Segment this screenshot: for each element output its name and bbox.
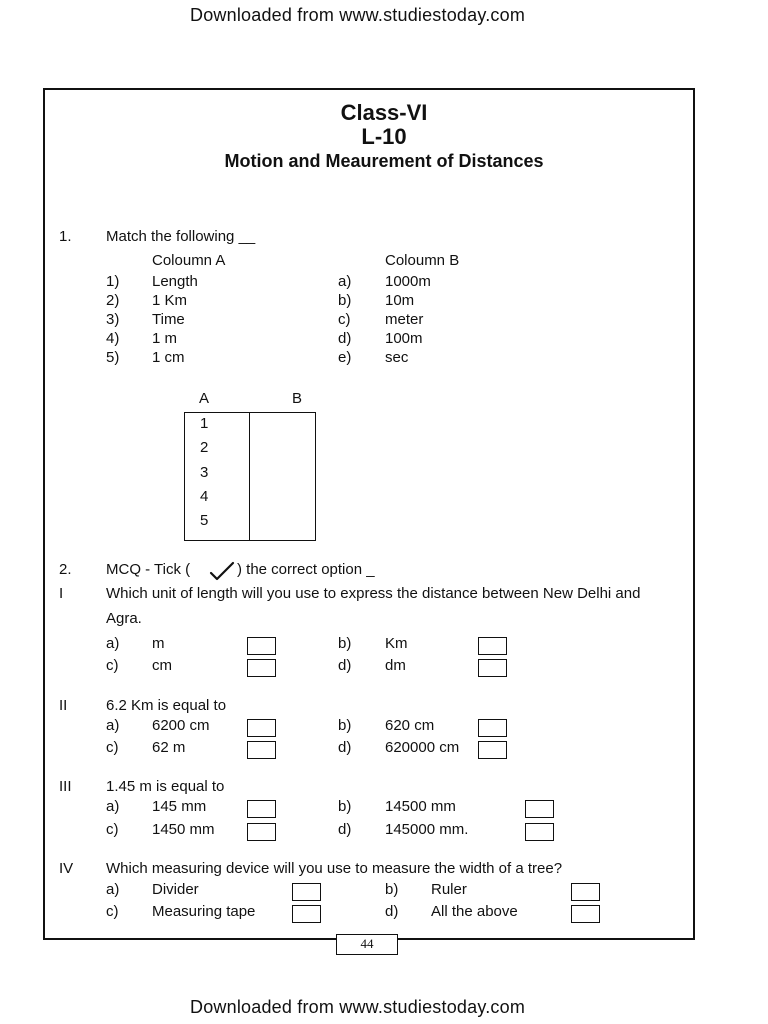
option-text: Measuring tape xyxy=(152,903,256,920)
item-question: 1.45 m is equal to xyxy=(106,778,225,795)
option-letter: c) xyxy=(106,739,119,756)
option-letter: b) xyxy=(385,881,399,898)
tick-mark-icon xyxy=(208,560,236,582)
page-number: 44 xyxy=(360,936,374,951)
col-a-num: 2) xyxy=(106,292,120,309)
table-head-a: A xyxy=(199,390,210,407)
answer-checkbox[interactable] xyxy=(478,659,507,677)
option-letter: d) xyxy=(338,821,352,838)
q1-prompt: Match the following __ xyxy=(106,228,256,245)
answer-checkbox[interactable] xyxy=(478,741,507,759)
option-text: 6200 cm xyxy=(152,717,210,734)
table-row-number: 4 xyxy=(200,488,209,505)
table-row-number: 2 xyxy=(200,439,209,456)
answer-checkbox[interactable] xyxy=(478,719,507,737)
page-number-box xyxy=(336,934,398,955)
answer-checkbox[interactable] xyxy=(292,883,321,901)
option-letter: a) xyxy=(106,635,120,652)
option-letter: a) xyxy=(106,717,120,734)
answer-checkbox[interactable] xyxy=(571,905,600,923)
answer-checkbox[interactable] xyxy=(247,823,276,841)
q1-number: 1. xyxy=(59,228,72,245)
item-numeral: III xyxy=(59,778,72,795)
option-text: Ruler xyxy=(431,881,467,898)
answer-checkbox[interactable] xyxy=(247,659,276,677)
option-letter: d) xyxy=(338,657,352,674)
option-text: dm xyxy=(385,657,406,674)
item-question-cont: Agra. xyxy=(106,610,142,627)
option-text: 620000 cm xyxy=(385,739,460,756)
answer-checkbox[interactable] xyxy=(525,800,554,818)
col-a-item: 1 cm xyxy=(152,349,185,366)
item-numeral: II xyxy=(59,697,68,714)
option-text: 1450 mm xyxy=(152,821,215,838)
answer-checkbox[interactable] xyxy=(247,800,276,818)
lesson-title: L-10 xyxy=(361,124,407,149)
col-a-item: 1 m xyxy=(152,330,178,347)
subject-title: Motion and Meaurement of Distances xyxy=(224,151,544,171)
option-text: 62 m xyxy=(152,739,186,756)
option-letter: b) xyxy=(338,717,352,734)
column-b-header: Coloumn B xyxy=(385,252,460,269)
option-letter: b) xyxy=(338,798,352,815)
option-text: m xyxy=(152,635,165,652)
col-b-item: 10m xyxy=(385,292,415,309)
answer-checkbox[interactable] xyxy=(247,719,276,737)
table-head-b: B xyxy=(292,390,303,407)
option-letter: d) xyxy=(385,903,399,920)
col-a-num: 3) xyxy=(106,311,120,328)
q2-prompt-left: MCQ - Tick ( xyxy=(106,561,191,578)
item-numeral: I xyxy=(59,585,64,602)
option-letter: a) xyxy=(106,798,120,815)
table-row-number: 1 xyxy=(200,415,209,432)
col-b-item: meter xyxy=(385,311,424,328)
option-text: 620 cm xyxy=(385,717,435,734)
class-title: Class-VI xyxy=(340,100,428,125)
col-a-num: 5) xyxy=(106,349,120,366)
worksheet-frame xyxy=(43,88,695,940)
col-a-num: 4) xyxy=(106,330,120,347)
col-b-letter: b) xyxy=(338,292,352,309)
answer-checkbox[interactable] xyxy=(247,741,276,759)
table-row-number: 5 xyxy=(200,512,209,529)
option-letter: a) xyxy=(106,881,120,898)
option-letter: c) xyxy=(106,903,119,920)
answer-checkbox[interactable] xyxy=(478,637,507,655)
col-b-letter: e) xyxy=(338,349,352,366)
option-letter: d) xyxy=(338,739,352,756)
option-text: 14500 mm xyxy=(385,798,456,815)
option-text: cm xyxy=(152,657,172,674)
download-header: Downloaded from www.studiestoday.com xyxy=(190,5,526,25)
answer-checkbox[interactable] xyxy=(292,905,321,923)
col-b-item: sec xyxy=(385,349,409,366)
col-b-item: 100m xyxy=(385,330,423,347)
answer-checkbox[interactable] xyxy=(571,883,600,901)
col-b-letter: c) xyxy=(338,311,351,328)
q2-number: 2. xyxy=(59,561,72,578)
answer-checkbox[interactable] xyxy=(525,823,554,841)
col-b-letter: d) xyxy=(338,330,352,347)
option-text: 145 mm xyxy=(152,798,207,815)
download-footer: Downloaded from www.studiestoday.com xyxy=(190,997,526,1017)
option-text: 145000 mm. xyxy=(385,821,469,838)
col-b-letter: a) xyxy=(338,273,352,290)
item-question: Which measuring device will you use to measure the width of a tree? xyxy=(106,860,563,877)
option-text: Km xyxy=(385,635,408,652)
q2-prompt-right: ) the correct option _ xyxy=(237,561,375,578)
option-letter: c) xyxy=(106,821,119,838)
item-question: Which unit of length will you use to express the distance between New Delhi and xyxy=(106,585,641,602)
col-a-item: Time xyxy=(152,311,185,328)
table-row-number: 3 xyxy=(200,464,209,481)
answer-checkbox[interactable] xyxy=(247,637,276,655)
table-divider xyxy=(249,412,250,541)
option-text: All the above xyxy=(431,903,518,920)
item-question: 6.2 Km is equal to xyxy=(106,697,227,714)
col-a-item: 1 Km xyxy=(152,292,188,309)
col-b-item: 1000m xyxy=(385,273,431,290)
option-text: Divider xyxy=(152,881,199,898)
column-a-header: Coloumn A xyxy=(152,252,226,269)
col-a-item: Length xyxy=(152,273,198,290)
item-numeral: IV xyxy=(59,860,74,877)
col-a-num: 1) xyxy=(106,273,120,290)
option-letter: c) xyxy=(106,657,119,674)
option-letter: b) xyxy=(338,635,352,652)
